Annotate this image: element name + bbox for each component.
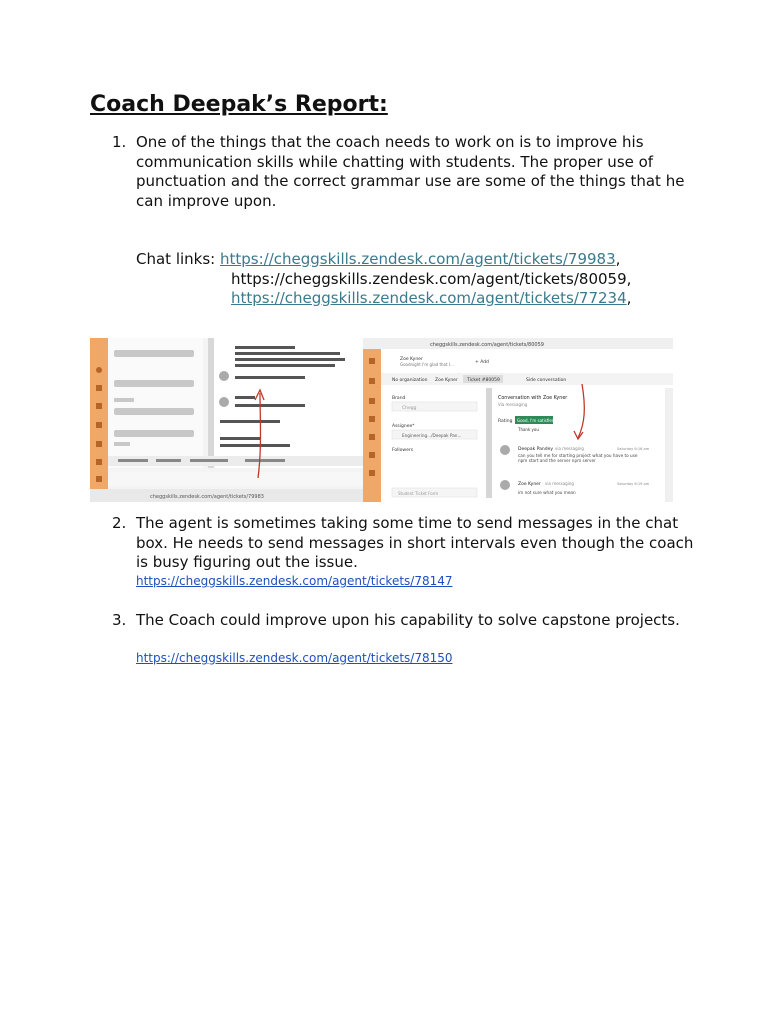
user-message: im not sure what you mean [518,490,576,495]
embedded-screenshot [90,338,673,502]
chat-link-80059: https://cheggskills.zendesk.com/agent/tickets/80059, [231,270,632,288]
item-3-number: 3. [112,611,127,629]
item-2-number: 2. [112,514,127,532]
tab-side: Side conversation [526,378,567,383]
agent-message: can you tell me for starting project what you have to use npm start and the server npm server [518,453,638,463]
rating-label: Rating [498,419,513,424]
brand-label: Brand [392,396,406,401]
item-3-text: The Coach could improve upon his capability to solve capstone projects. [136,611,680,629]
item-1-number: 1. [112,133,127,151]
user-time: Saturday 6:19 am [617,482,650,486]
screenshot-image [90,338,673,502]
agent-name: Deepak Pandey [518,447,554,452]
chat-link-79983[interactable]: https://cheggskills.zendesk.com/agent/tickets/79983 [220,250,616,268]
right-sidebar [363,349,381,502]
mirrored-url: cheggskills.zendesk.com/agent/tickets/79983 [150,494,264,500]
student-form: Student Ticket Form [398,491,439,496]
brand-value: Chegg [402,406,417,411]
user-name: Zoe Kyner [518,482,541,487]
item-2-link[interactable]: https://cheggskills.zendesk.com/agent/tickets/78147 [136,574,453,588]
assignee-label: Assignee* [392,424,415,429]
comma: , [615,250,621,268]
conversation-title: Conversation with Zoe Kyner [498,396,568,401]
agent-via: via messaging [555,446,584,451]
tab-user: Zoe Kyner [435,378,458,383]
conversation-sub: Via messaging [498,402,528,407]
url-bar: cheggskills.zendesk.com/agent/tickets/80059 [430,342,544,348]
header-name: Zoe Kyner [400,357,423,362]
chat-links-line [136,250,620,270]
header-sub: Goodnight I'm glad that I... [400,362,454,367]
rating-value: Good, I'm satisfied [517,418,555,423]
thanks-text: Thank you [518,427,539,432]
chat-links-label: Chat links: [136,250,216,268]
agent-time: Saturday 6:16 am [617,447,650,451]
report-title: Coach Deepak’s Report: [90,92,388,117]
item-3-link[interactable]: https://cheggskills.zendesk.com/agent/tickets/78150 [136,651,453,665]
user-via: via messaging [545,481,574,486]
tab-ticket: Ticket #80059 [467,378,500,383]
add-tab: + Add [475,360,489,365]
item-1-text: One of the things that the coach needs to work on is to improve his communication skills while chatting with students. The proper use of punctuation and the correct grammar use are some of the things that he can improve upon. [136,133,685,210]
comma: , [626,289,632,307]
assignee-value: Engineering.../Deepak Pan... [402,433,462,438]
chat-link-77234[interactable]: https://cheggskills.zendesk.com/agent/tickets/77234 [231,289,627,307]
followers-label: Followers [392,448,414,453]
item-2-text: The agent is sometimes taking some time to send messages in the chat box. He needs to send messages in short intervals even though the coach is busy figuring out the issue. [136,514,694,571]
chat-link-77234-line [231,289,631,309]
tab-org: No organization [392,378,428,383]
